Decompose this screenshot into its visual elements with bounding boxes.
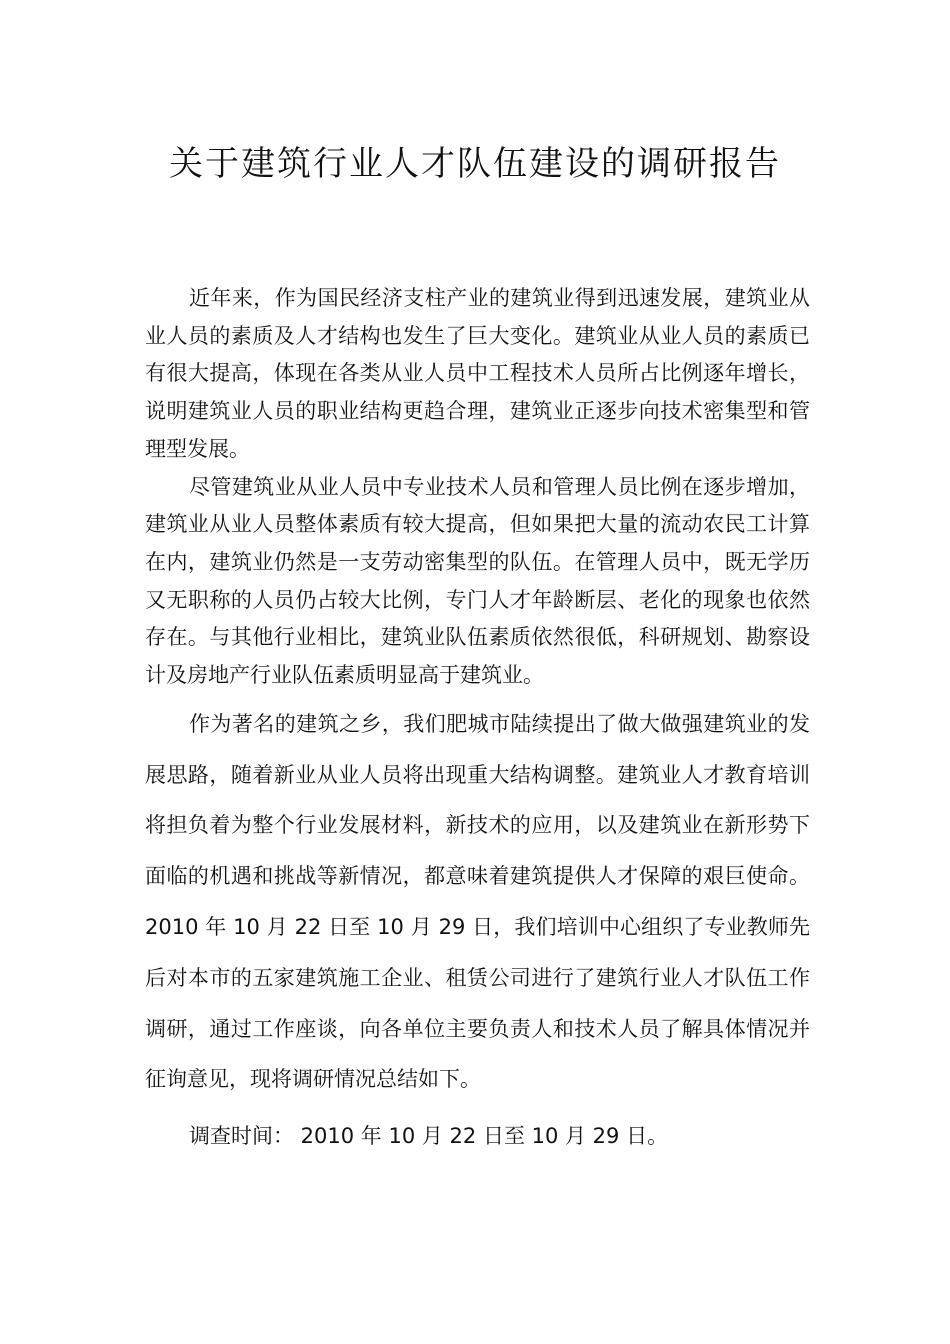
paragraph-survey-time: 调查时间： 2010 年 10 月 22 日至 10 月 29 日。 bbox=[189, 1124, 669, 1149]
paragraph-survey-background: 作为著名的建筑之乡，我们肥城市陆续提出了做大做强建筑业的发展思路，随着新业从业人员将出现重大结构调整。建筑业人才教育培训将担负着为整个行业发展材料，新技术的应用，以及建筑业在新形势下面临的机遇和挑战等新情况，都意味着建筑提供人才保障的艰巨使命。2010 年 10 月 22 日至 10 月 29 日，我们培训中心组织了专业教师先后对本市的五家建筑施工企业、租赁公司进行了建筑行业人才队伍工作调研，通过工作座谈，向各单位主要负责人和技术人员了解具体情况并征询意见，现将调研情况总结如下。 bbox=[145, 711, 810, 1092]
document-body bbox=[145, 280, 810, 1162]
document-title: 关于建筑行业人才队伍建设的调研报告 bbox=[169, 144, 781, 184]
paragraph-current-status: 尽管建筑业从业人员中专业技术人员和管理人员比例在逐步增加，建筑业从业人员整体素质有较大提高，但如果把大量的流动农民工计算在内，建筑业仍然是一支劳动密集型的队伍。在管理人员中，既无学历又无职称的人员仍占较大比例，专门人才年龄断层、老化的现象也依然存在。与其他行业相比，建筑业队伍素质依然很低，科研规划、勘察设计及房地产行业队伍素质明显高于建筑业。 bbox=[145, 474, 810, 688]
paragraph-intro: 近年来，作为国民经济支柱产业的建筑业得到迅速发展，建筑业从业人员的素质及人才结构也发生了巨大变化。建筑业从业人员的素质已有很大提高，体现在各类从业人员中工程技术人员所占比例逐年增长，说明建筑业人员的职业结构更趋合理，建筑业正逐步向技术密集型和管理型发展。 bbox=[145, 286, 810, 461]
